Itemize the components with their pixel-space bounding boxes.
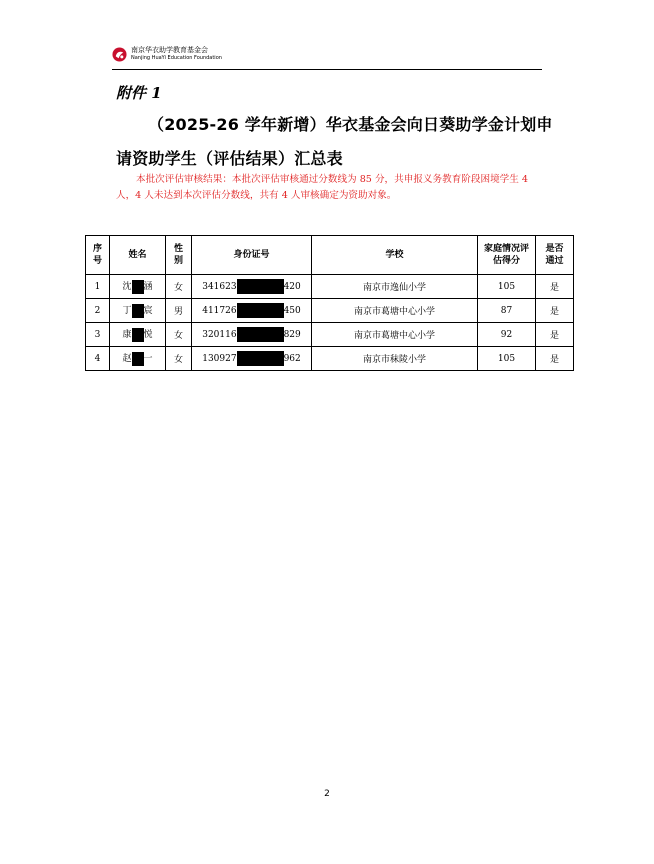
header-id: 身份证号 [192, 236, 312, 275]
redaction-block [132, 328, 144, 342]
redaction-block [237, 303, 284, 318]
review-result-notice: 本批次评估审核结果：本批次评估审核通过分数线为 85 分，共申报义务教育阶段困境学生 4 人，4 人未达到本次评估分数线，共有 4 人审核确定为资助对象。 [116, 174, 529, 201]
foundation-logo-icon [112, 47, 127, 62]
document-title-line2: 请资助学生（评估结果）汇总表 [116, 149, 343, 168]
header-score: 家庭情况评估得分 [478, 236, 536, 275]
letterhead [112, 44, 542, 70]
redaction-block [132, 304, 144, 318]
cell-passed: 是 [536, 299, 574, 323]
header-school: 学校 [312, 236, 478, 275]
header-divider [112, 69, 542, 70]
redaction-block [237, 327, 284, 342]
cell-seq: 4 [86, 347, 110, 371]
org-name-cn: 南京华衣助学教育基金会 [131, 46, 208, 54]
cell-school: 南京市逸仙小学 [312, 275, 478, 299]
cell-name: 赵 一 [110, 347, 166, 371]
cell-id: 130927 962 [192, 347, 312, 371]
cell-seq: 1 [86, 275, 110, 299]
header-passed: 是否通过 [536, 236, 574, 275]
org-name-en: Nanjing HuaYi Education Foundation [131, 55, 222, 61]
table-row [86, 347, 574, 371]
cell-name: 沈 涵 [110, 275, 166, 299]
header-seq: 序号 [86, 236, 110, 275]
cell-gender: 女 [166, 347, 192, 371]
cell-name: 丁 宸 [110, 299, 166, 323]
cell-id: 320116 829 [192, 323, 312, 347]
cell-school: 南京市葛塘中心小学 [312, 323, 478, 347]
cell-gender: 女 [166, 275, 192, 299]
cell-id: 411726 450 [192, 299, 312, 323]
cell-gender: 男 [166, 299, 192, 323]
student-summary-table [85, 235, 574, 371]
cell-score: 105 [478, 347, 536, 371]
document-title-line1: （2025-26 学年新增）华衣基金会向日葵助学金计划申 [148, 115, 553, 134]
cell-passed: 是 [536, 347, 574, 371]
redaction-block [132, 280, 144, 294]
table-row [86, 299, 574, 323]
table-row [86, 323, 574, 347]
cell-score: 105 [478, 275, 536, 299]
table-header-row [86, 236, 574, 275]
header-gender: 性别 [166, 236, 192, 275]
redaction-block [237, 279, 284, 294]
cell-seq: 3 [86, 323, 110, 347]
cell-id: 341623 420 [192, 275, 312, 299]
cell-passed: 是 [536, 323, 574, 347]
cell-school: 南京市葛塘中心小学 [312, 299, 478, 323]
cell-name: 康 悦 [110, 323, 166, 347]
cell-passed: 是 [536, 275, 574, 299]
page-number: 2 [324, 789, 330, 799]
cell-score: 87 [478, 299, 536, 323]
redaction-block [132, 352, 144, 366]
cell-score: 92 [478, 323, 536, 347]
table-row [86, 275, 574, 299]
redaction-block [237, 351, 284, 366]
cell-school: 南京市秣陵小学 [312, 347, 478, 371]
header-name: 姓名 [110, 236, 166, 275]
attachment-label: 附件 1 [116, 84, 162, 102]
cell-gender: 女 [166, 323, 192, 347]
cell-seq: 2 [86, 299, 110, 323]
